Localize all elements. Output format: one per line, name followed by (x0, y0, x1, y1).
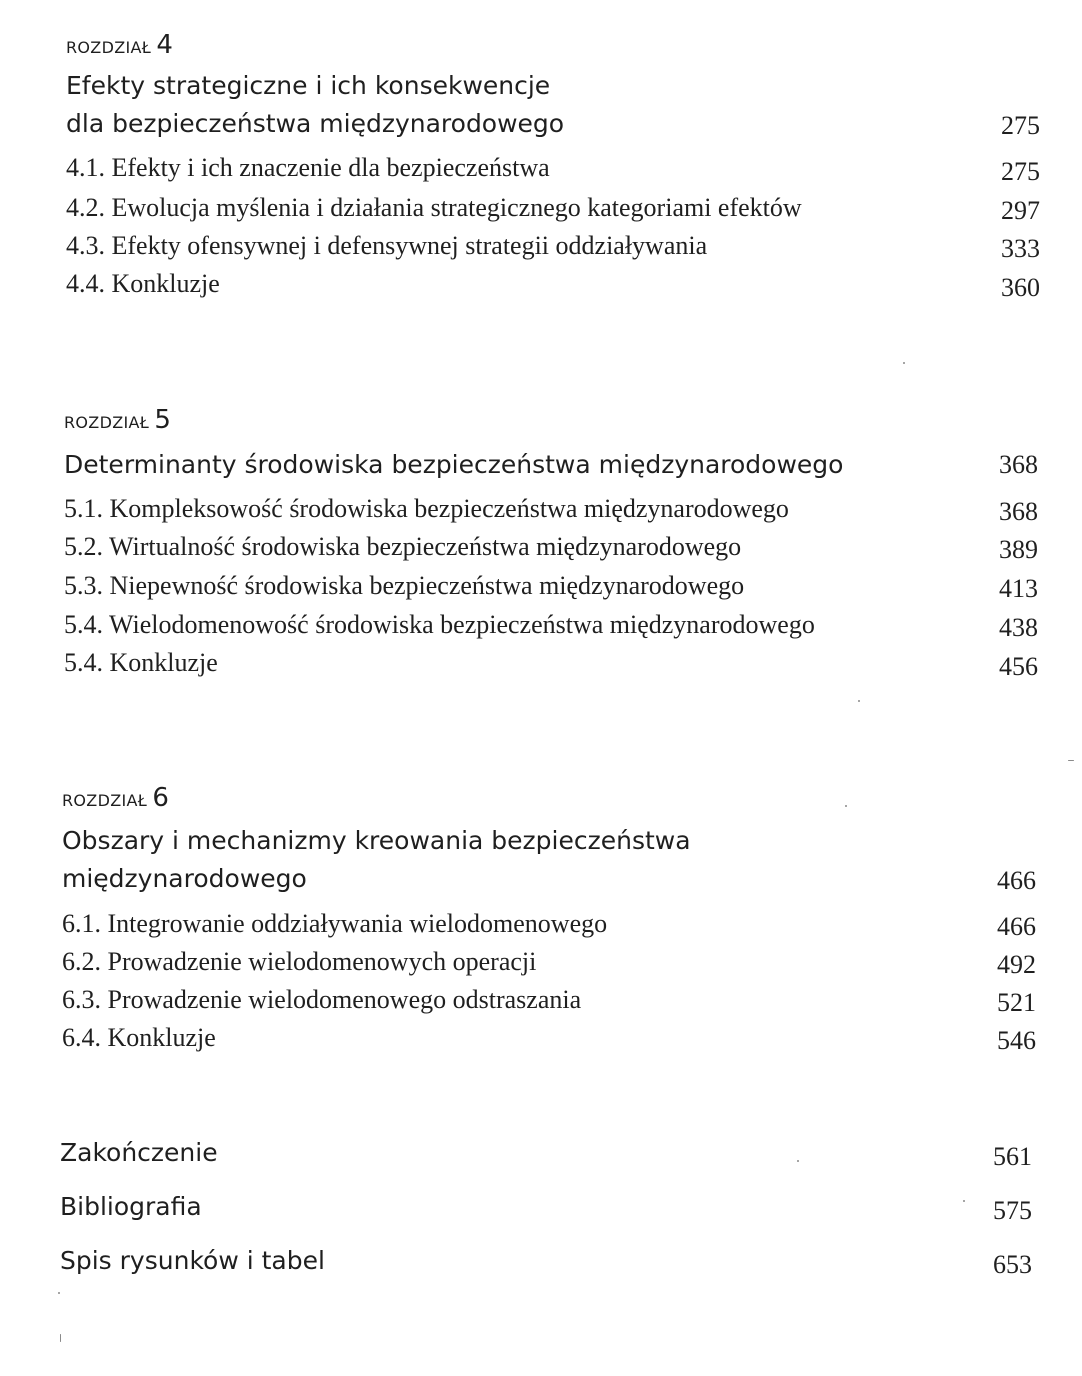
chapter-4-number: 4 (156, 30, 173, 60)
back-matter-conclusion-title: Zakończenie (60, 1138, 218, 1167)
toc-page-4-1: 275 (1001, 157, 1040, 186)
toc-page-6-2: 492 (997, 950, 1036, 979)
toc-entry-6-2: 6.2. Prowadzenie wielodomenowych operacji (62, 947, 537, 976)
toc-page-4-3: 333 (1001, 234, 1040, 263)
toc-entry-5-5: 5.4. Konkluzje (64, 648, 218, 677)
back-matter-figures-title: Spis rysunków i tabel (60, 1246, 325, 1275)
back-matter-bibliography-title: Bibliografia (60, 1192, 202, 1221)
toc-page-4-4: 360 (1001, 273, 1040, 302)
toc-page-5-3: 413 (999, 574, 1038, 603)
chapter-4-title-page: 275 (1001, 111, 1040, 140)
toc-entry-6-3: 6.3. Prowadzenie wielodomenowego odstraszania (62, 985, 582, 1014)
toc-page-6-3: 521 (997, 988, 1036, 1017)
toc-entry-5-4: 5.4. Wielodomenowość środowiska bezpieczeństwa międzynarodowego (64, 610, 815, 639)
toc-entry-6-4: 6.4. Konkluzje (62, 1023, 216, 1052)
chapter-4-title-line2: dla bezpieczeństwa międzynarodowego (66, 109, 565, 138)
chapter-5-number: 5 (154, 405, 171, 435)
toc-page-5-2: 389 (999, 535, 1038, 564)
chapter-5-label (64, 405, 171, 435)
chapter-5-title-page: 368 (999, 450, 1038, 479)
toc-page-5-5: 456 (999, 652, 1038, 681)
scan-speck (60, 1334, 61, 1342)
scan-speck (845, 805, 847, 807)
toc-entry-6-1: 6.1. Integrowanie oddziaływania wielodomenowego (62, 909, 608, 938)
toc-page-6-4: 546 (997, 1026, 1036, 1055)
toc-page-4-2: 297 (1001, 196, 1040, 225)
chapter-6-title-line1: Obszary i mechanizmy kreowania bezpieczeństwa (62, 826, 691, 855)
chapter-6-number: 6 (152, 783, 169, 813)
chapter-6-label (62, 783, 169, 813)
scan-speck (58, 1292, 60, 1294)
chapter-6-label-text: ROZDZIAŁ (62, 791, 148, 810)
toc-page-6-1: 466 (997, 912, 1036, 941)
toc-page-5-1: 368 (999, 497, 1038, 526)
toc-entry-4-3: 4.3. Efekty ofensywnej i defensywnej strategii oddziaływania (66, 231, 708, 260)
scan-speck (903, 362, 905, 364)
scan-speck (858, 700, 860, 702)
back-matter-figures-page: 653 (993, 1250, 1032, 1279)
back-matter-conclusion-page: 561 (993, 1142, 1032, 1171)
chapter-5-label-text: ROZDZIAŁ (64, 413, 150, 432)
scan-speck (797, 1160, 799, 1162)
toc-entry-5-1: 5.1. Kompleksowość środowiska bezpieczeństwa międzynarodowego (64, 494, 789, 523)
toc-entry-4-1: 4.1. Efekty i ich znaczenie dla bezpieczeństwa (66, 153, 550, 182)
back-matter-bibliography-page: 575 (993, 1196, 1032, 1225)
toc-entry-4-2: 4.2. Ewolucja myślenia i działania strategicznego kategoriami efektów (66, 193, 802, 222)
toc-entry-5-3: 5.3. Niepewność środowiska bezpieczeństwa międzynarodowego (64, 571, 745, 600)
chapter-5-title-line1: Determinanty środowiska bezpieczeństwa międzynarodowego (64, 450, 844, 479)
scan-speck (1068, 760, 1074, 761)
chapter-4-title-line1: Efekty strategiczne i ich konsekwencje (66, 71, 551, 100)
toc-entry-5-2: 5.2. Wirtualność środowiska bezpieczeństwa międzynarodowego (64, 532, 742, 561)
scan-speck (963, 1200, 965, 1202)
chapter-4-label-text: ROZDZIAŁ (66, 38, 152, 57)
chapter-6-title-line2: międzynarodowego (62, 864, 307, 893)
toc-entry-4-4: 4.4. Konkluzje (66, 269, 220, 298)
toc-page-5-4: 438 (999, 613, 1038, 642)
chapter-4-label (66, 30, 173, 60)
chapter-6-title-page: 466 (997, 866, 1036, 895)
